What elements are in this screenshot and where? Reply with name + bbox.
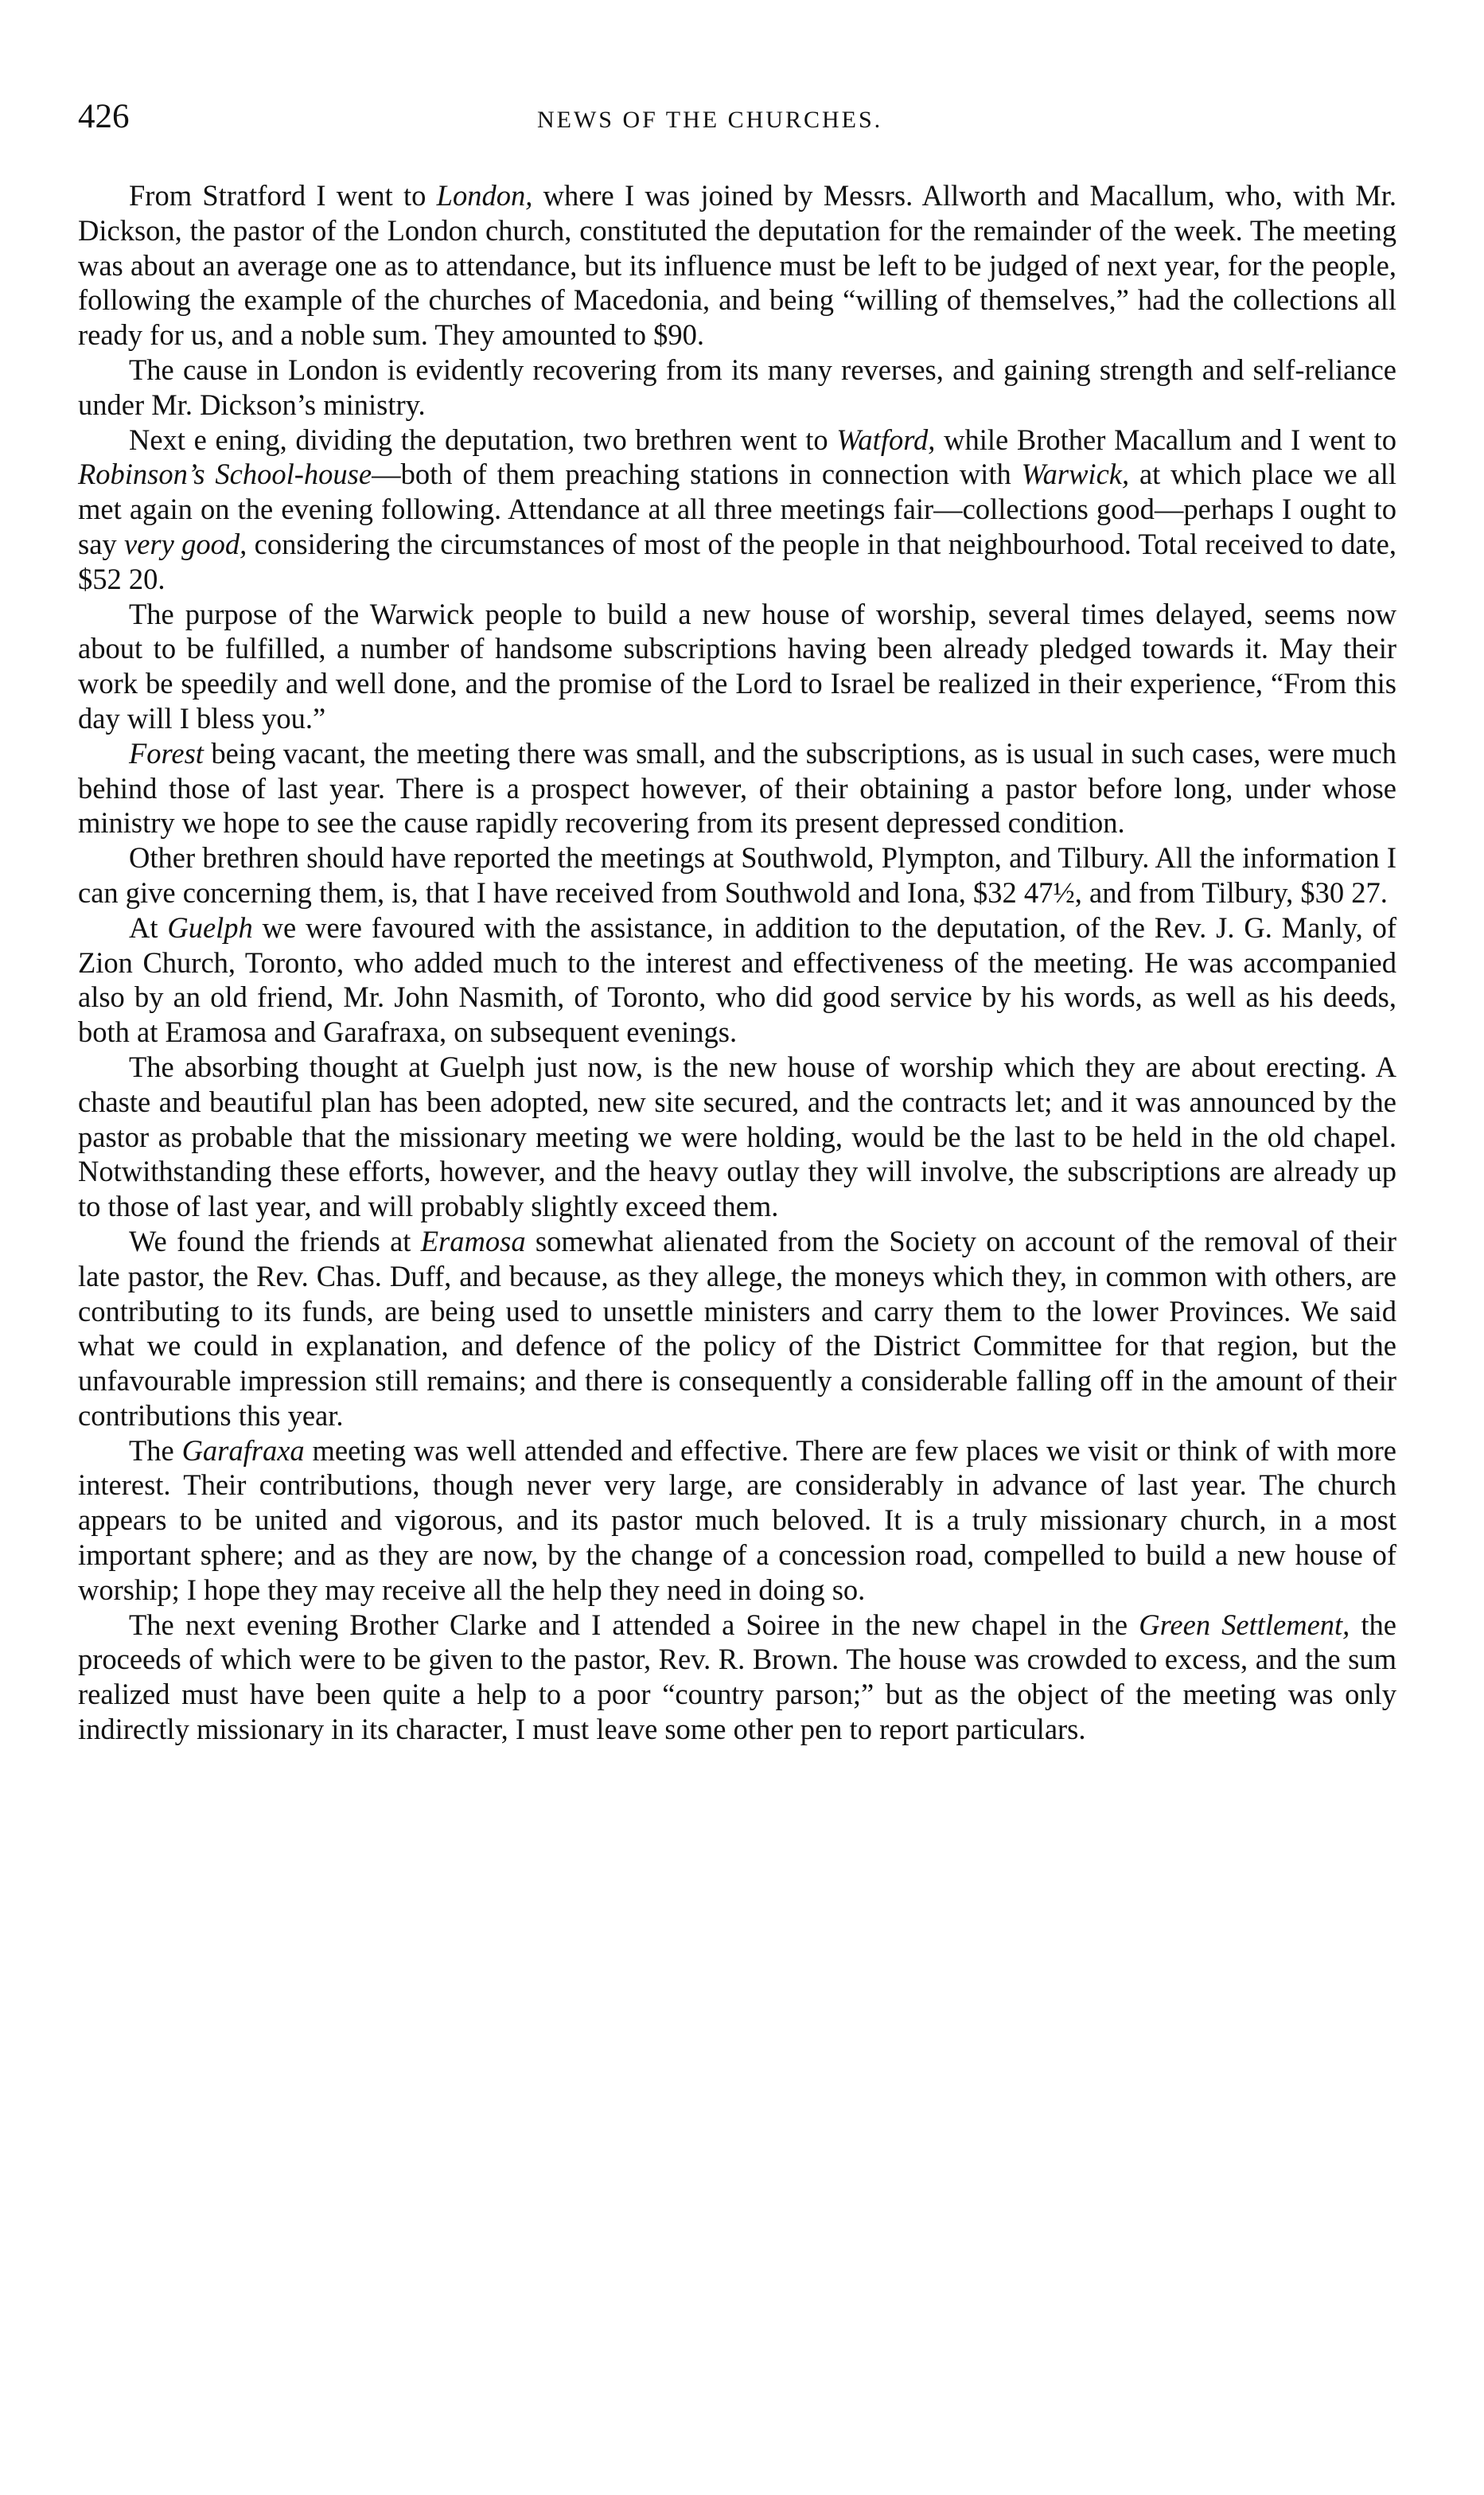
text-run: The next evening Brother Clarke and I attended a Soiree in the new chapel in the — [129, 1608, 1139, 1641]
text-run: at which place we all met again on the evening following. Attendance at all three meetings fair—collections good—perhaps I ought to say — [78, 458, 1396, 560]
text-run: where I was joined by Messrs. Allworth and Macallum, who, with Mr. Dickson, the pastor of the London church, constituted the deputation for the remainder of the week. The meeting was about an average one as to attendance, but its influence must be left to be judged of next year, for the people, following the example of the churches of Macedonia, and being “willing of themselves,” had the collections all ready for us, and a noble sum. They amounted to $90. — [78, 179, 1396, 352]
italic-text: Warwick, — [1021, 458, 1130, 491]
italic-text: Green Settlement, — [1139, 1608, 1350, 1641]
article-body — [78, 178, 1396, 1747]
paragraph — [78, 736, 1396, 840]
page-number: 426 — [78, 98, 130, 135]
paragraph — [78, 178, 1396, 353]
text-run: somewhat alienated from the Society on account of the removal of their late pastor, the Rev. Chas. Duff, and because, as they allege, the moneys which they, in common with others, are contributing to its funds, are being used to unsettle ministers and carry them to the lower Provinces. We said what we could in explanation, and defence of the policy of the District Committee for that region, but the unfavourable impression still remains; and there is consequently a considerable falling off in the amount of their contributions this year. — [78, 1224, 1396, 1432]
italic-text: Garafraxa — [181, 1433, 305, 1467]
italic-text: Guelph — [167, 910, 253, 944]
paragraph — [78, 1608, 1396, 1747]
page-header — [78, 97, 1396, 145]
italic-text: Forest — [129, 736, 204, 770]
text-run: The cause in London is evidently recovering from its many reverses, and gaining strength and self-reliance under Mr. Dickson’s ministry. — [78, 353, 1396, 421]
italic-text: Eramosa — [420, 1224, 526, 1257]
text-run: The purpose of the Warwick people to build a new house of worship, several times delayed, seems now about to be fulfilled, a number of handsome subscriptions having been already pledged towards it. May their work be speedily and well done, and the promise of the Lord to Israel be realized in their experience, “From this day will I bless you.” — [78, 597, 1396, 735]
italic-text: London, — [436, 179, 533, 212]
text-run: being vacant, the meeting there was small, and the subscriptions, as is usual in such cases, were much behind those of last year. There is a prospect however, of their obtaining a pastor before long, under whose ministry we hope to see the cause rapidly recovering from its present depressed condition. — [78, 736, 1396, 840]
paragraph — [78, 353, 1396, 423]
text-run: The — [129, 1433, 182, 1467]
text-run: At — [129, 910, 168, 944]
paragraph — [78, 1433, 1396, 1608]
italic-text: Robinson’s School-house — [78, 458, 372, 491]
text-run: The absorbing thought at Guelph just now, is the new house of worship which they are about erecting. A chaste and beautiful plan has been adopted, new site secured, and the contracts let; and it was announced by the pastor as probable that the missionary meeting we were holding, would be the last to be held in the old chapel. Notwithstanding these efforts, however, and the heavy outlay they will involve, the subscriptions are already up to those of last year, and will probably slightly exceed them. — [78, 1050, 1396, 1223]
text-run: —both of them preaching stations in connection with — [372, 458, 1022, 491]
text-run: while Brother Macallum and I went to — [935, 423, 1396, 456]
text-run: Other brethren should have reported the meetings at Southwold, Plympton, and Tilbury. All the information I can give concerning them, is, that I have received from Southwold and Iona, $32 47½, and from Tilbury, $30 27. — [78, 841, 1396, 909]
text-run: We found the friends at — [129, 1224, 421, 1257]
text-run: the proceeds of which were to be given to the pastor, Rev. R. Brown. The house was crowded to excess, and the sum realized must have been quite a help to a poor “country parson;” but as the object of the meeting was only indirectly missionary in its character, I must leave some other pen to report particulars. — [78, 1608, 1396, 1746]
text-run: considering the circumstances of most of the people in that neighbourhood. Total received to date, $52 20. — [78, 527, 1396, 595]
paragraph — [78, 840, 1396, 910]
paragraph — [78, 597, 1396, 736]
paragraph — [78, 423, 1396, 597]
paragraph — [78, 1224, 1396, 1433]
text-run: Next e ening, dividing the deputation, two brethren went to — [129, 423, 837, 456]
paragraph — [78, 910, 1396, 1050]
text-run: meeting was well attended and effective. There are few places we visit or think of with more interest. Their contributions, though never very large, are considerably in advance of last year. The church appears to be united and vigorous, and its pastor much beloved. It is a truly missionary church, in a most important sphere; and as they are now, by the change of a concession road, compelled to build a new house of worship; I hope they may receive all the help they need in doing so. — [78, 1433, 1397, 1606]
italic-text: very good, — [124, 527, 247, 560]
running-head: NEWS OF THE CHURCHES. — [537, 107, 883, 133]
italic-text: Watford, — [836, 423, 936, 456]
text-run: From Stratford I went to — [129, 179, 437, 212]
paragraph — [78, 1050, 1396, 1224]
text-run: we were favoured with the assistance, in addition to the deputation, of the Rev. J. G. Manly, of Zion Church, Toronto, who added much to the interest and effectiveness of the meeting. He was accompanied also by an old friend, Mr. John Nasmith, of Toronto, who did good service by his words, as well as his deeds, both at Eramosa and Garafraxa, on subsequent evenings. — [78, 910, 1396, 1049]
